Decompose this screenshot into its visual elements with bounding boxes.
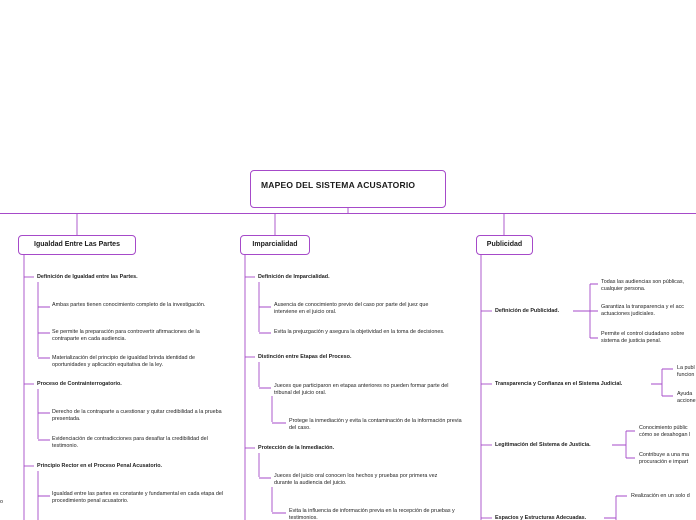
leaf-topic[interactable]: Todas las audiencias son públicas, cualquier persona. [601,279,685,292]
leaf-topic[interactable]: Se permite la preparación para controvertir afirmaciones de la contraparte en cada audiencia. [52,329,200,342]
branch-igualdad[interactable]: Igualdad Entre Las Partes [18,235,136,255]
subtopic-definicion-publicidad[interactable]: Definición de Publicidad. [495,308,560,314]
branch-publicidad[interactable]: Publicidad [476,235,533,255]
subtopic-contrainterrogatorio[interactable]: Proceso de Contrainterrogatorio. [37,381,122,387]
subtopic-principio-rector[interactable]: Principio Rector en el Proceso Penal Acusatorio. [37,463,163,469]
subtopic-legitimacion[interactable]: Legitimación del Sistema de Justicia. [495,442,591,448]
leaf-topic[interactable]: La publ funcion [677,365,695,378]
leaf-topic[interactable]: Protege la inmediación y evita la contaminación de la información previa del caso. [289,418,462,431]
leaf-topic[interactable]: Ambas partes tienen conocimiento completo de la investigación. [52,302,206,308]
leaf-topic[interactable]: Jueces del juicio oral conocen los hechos y pruebas por primera vez durante la audiencia del juicio. [274,473,438,486]
leaf-topic[interactable]: Realización en un solo d [631,493,690,499]
offscreen-topic-stub: o [0,499,3,505]
subtopic-definicion-igualdad[interactable]: Definición de Igualdad entre las Partes. [37,274,138,280]
leaf-topic[interactable]: Garantiza la transparencia y el acc actuaciones judiciales. [601,304,684,317]
leaf-topic[interactable]: Derecho de la contraparte a cuestionar y quitar credibilidad a la prueba presentada. [52,409,222,422]
leaf-topic[interactable]: Ausencia de conocimiento previo del caso por parte del juez que interviene en el juicio oral. [274,302,429,315]
leaf-topic[interactable]: Materialización del principio de igualdad brinda identidad de oportunidades y aplicación equitativa de la ley. [52,355,195,368]
branch-imparcialidad[interactable]: Imparcialidad [240,235,310,255]
leaf-topic[interactable]: Evidenciación de contradicciones para desafiar la credibilidad del testimonio. [52,436,208,449]
root-topic[interactable]: MAPEO DEL SISTEMA ACUSATORIO [250,170,446,208]
subtopic-distincion-etapas[interactable]: Distinción entre Etapas del Proceso. [258,354,352,360]
subtopic-espacios[interactable]: Espacios y Estructuras Adecuadas. [495,515,587,520]
leaf-topic[interactable]: Conocimiento públic cómo se desahogan l [639,425,691,438]
leaf-topic[interactable]: Jueces que participaron en etapas anteriores no pueden formar parte del tribunal del juicio oral. [274,383,449,396]
leaf-topic[interactable]: Evita la prejuzgación y asegura la objetividad en la toma de decisiones. [274,329,445,335]
leaf-topic[interactable]: Igualdad entre las partes es constante y fundamental en cada etapa del procedimiento penal acusatorio. [52,491,224,504]
subtopic-transparencia[interactable]: Transparencia y Confianza en el Sistema Judicial. [495,381,623,387]
subtopic-proteccion-inmediacion[interactable]: Protección de la Inmediación. [258,445,335,451]
leaf-topic[interactable]: Evita la influencia de información previa en la recepción de pruebas y testimonios. [289,508,455,520]
leaf-topic[interactable]: Contribuye a una ma procuración e impart [639,452,690,465]
subtopic-definicion-imparcialidad[interactable]: Definición de Imparcialidad. [258,274,330,280]
leaf-topic[interactable]: Ayuda accione [677,391,696,404]
leaf-topic[interactable]: Permite el control ciudadano sobre sistema de justicia penal. [601,331,685,344]
